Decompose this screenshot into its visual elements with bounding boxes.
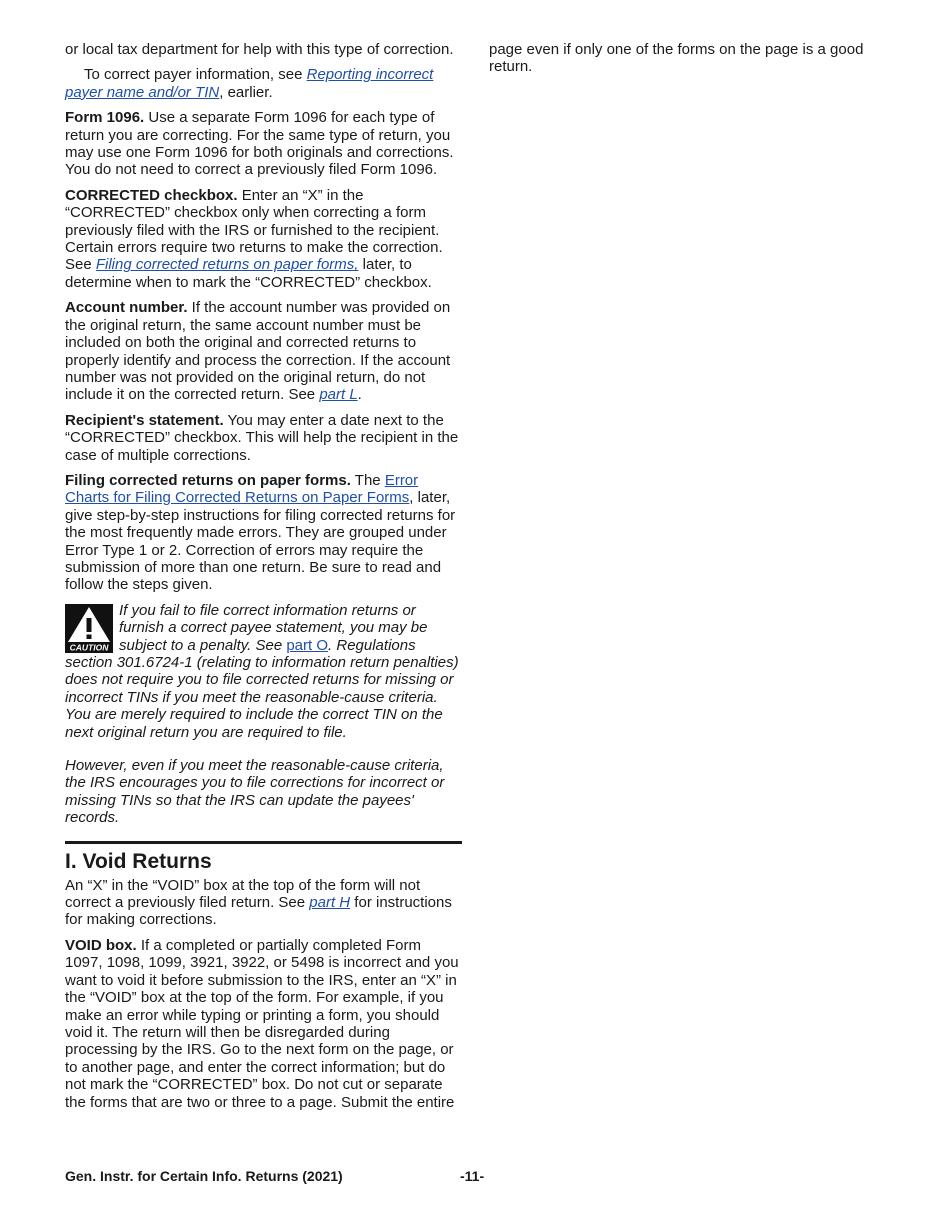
heading-form-1096: Form 1096. xyxy=(65,109,145,127)
paragraph-void-continued: page even if only one of the forms on the page is a good return. xyxy=(489,41,864,76)
paragraph-payer-info: To correct payer information, see Reporting incorrect payer name and/or TIN, earlier. xyxy=(65,66,434,101)
footer-title: Gen. Instr. for Certain Info. Returns (2021) xyxy=(65,1168,343,1184)
link-error-charts[interactable]: Error Charts for Filing Corrected Returns on Paper Forms xyxy=(65,471,419,507)
paragraph-void-box: VOID box. If a completed or partially completed Form 1097, 1098, 1099, 3921, 3922, or 5498 is incorrect and you want to void it before submission to the IRS, enter an “X” in the “VOID” box at the top of the form. For example, if you make an error while typing or printing a form, you should void it. The return will then be disregarded during processing by the IRS. Go to the next form on the page, or to another page, and enter the correct information; but do not mark the “CORRECTED” box. Do not cut or separate the forms that are two or three to a page. Submit the entire xyxy=(65,936,459,1111)
caution-icon xyxy=(65,604,113,653)
paragraph-account-number: Account number. If the account number was provided on the original return, the same account number must be included on both the original and corrected returns to properly identify and process the correction. If the account number was not provided on the original return, do not include it on the corrected return. See part L. xyxy=(65,299,451,404)
heading-recipients-statement: Recipient's statement. xyxy=(65,411,224,429)
link-part-l[interactable]: part L xyxy=(319,386,358,404)
heading-account-number: Account number. xyxy=(65,299,188,317)
link-reporting-incorrect-payer[interactable]: Reporting incorrect payer name and/or TIN xyxy=(65,66,434,101)
paragraph-form-1096: Form 1096. Use a separate Form 1096 for each type of return you are correcting. For the same type of return, you may use one Form 1096 for both originals and corrections. You do not need to correct a previously filed Form 1096. xyxy=(65,109,454,179)
link-part-h[interactable]: part H xyxy=(309,894,351,912)
paragraph-intro: or local tax department for help with this type of correction. xyxy=(65,41,454,58)
caution-label: CAUTION xyxy=(69,642,109,653)
page-number: -11- xyxy=(460,1168,485,1184)
link-part-o[interactable]: part O xyxy=(286,636,329,654)
paragraph-corrected-checkbox: CORRECTED checkbox. Enter an “X” in the “CORRECTED” checkbox only when correcting a form previously filed with the IRS or furnished to the recipient. Certain errors require two returns to make the correction. See Filing corrected returns on paper forms, later, to determine when to mark the “CORRECTED” checkbox. xyxy=(65,186,443,291)
paragraph-void-intro: An “X” in the “VOID” box at the top of the form will not correct a previously filed return. See part H for instructions for making corrections. xyxy=(65,876,452,929)
right-column xyxy=(489,41,881,84)
link-filing-corrected-returns[interactable]: Filing corrected returns on paper forms, xyxy=(95,256,359,274)
section-heading-void-returns: I. Void Returns xyxy=(65,849,212,873)
section-divider xyxy=(65,841,462,874)
paragraph-recipients-statement: Recipient's statement. You may enter a date next to the “CORRECTED” checkbox. This will help the recipient in the case of multiple corrections. xyxy=(65,411,459,464)
paragraph-filing-corrected: Filing corrected returns on paper forms. The Error Charts for Filing Corrected Returns on Paper Forms, later, give step-by-step instructions for filing corrected returns for the most frequently made errors. They are grouped under Error Type 1 or 2. Correction of errors may require the submission of more than one return. Be sure to read and follow the steps given. xyxy=(65,471,456,594)
caution-block: CAUTION If you fail to file correct information returns or furnish a correct payee statement, you may be subject to a penalty. See part O. Regulations section 301.6724-1 (relating to information return penalties) does not require you to file corrected returns for missing or incorrect TINs if you meet the reasonable-cause criteria. You are merely required to include the correct TIN on the next original return you are required to file. xyxy=(65,601,459,741)
heading-corrected-checkbox: CORRECTED checkbox. xyxy=(65,186,238,204)
paragraph-caution-followup: However, even if you meet the reasonable-cause criteria, the IRS encourages you to file corrections for incorrect or missing TINs so that the IRS can update the payees' records. xyxy=(65,757,445,827)
left-column xyxy=(65,41,462,1119)
heading-filing-corrected: Filing corrected returns on paper forms. xyxy=(65,471,351,489)
heading-void-box: VOID box. xyxy=(65,936,137,954)
